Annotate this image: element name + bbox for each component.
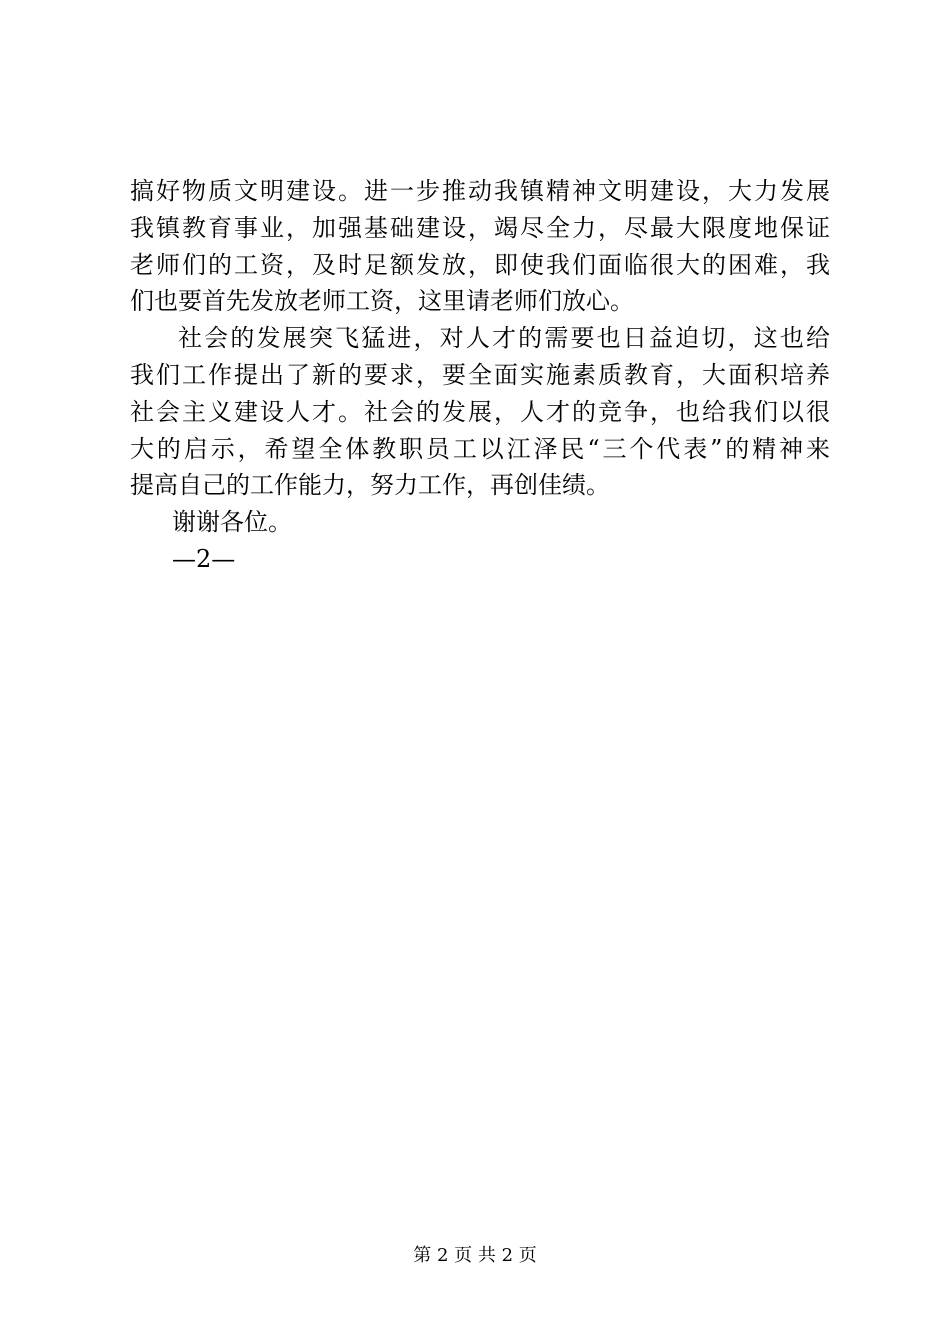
inline-page-marker: —2— <box>172 544 236 573</box>
paragraph-line: 我们工作提出了新的要求，要全面实施素质教育，大面积培养 <box>130 360 830 389</box>
paragraph-line: 搞好物质文明建设。进一步推动我镇精神文明建设，大力发展 <box>130 177 830 205</box>
paragraph-line: 提高自己的工作能力，努力工作，再创佳绩。 <box>130 471 610 500</box>
paragraph-line: 我镇教育事业，加强基础建设，竭尽全力，尽最大限度地保证 <box>130 213 830 242</box>
paragraph-line: 社会主义建设人才。社会的发展，人才的竞争，也给我们以很 <box>130 397 830 426</box>
closing-line: 谢谢各位。 <box>172 508 292 537</box>
paragraph-line: 大的启示，希望全体教职员工以江泽民“三个代表”的精神来 <box>130 434 830 463</box>
paragraph-line: 老师们的工资，及时足额发放，即使我们面临很大的困难，我 <box>130 250 830 279</box>
paragraph-line: 们也要首先发放老师工资，这里请老师们放心。 <box>130 287 634 316</box>
page-footer: 第 2 页 共 2 页 <box>413 1245 537 1266</box>
document-body <box>130 173 830 578</box>
paragraph-line: 社会的发展突飞猛进，对人才的需要也日益迫切，这也给 <box>178 324 830 353</box>
